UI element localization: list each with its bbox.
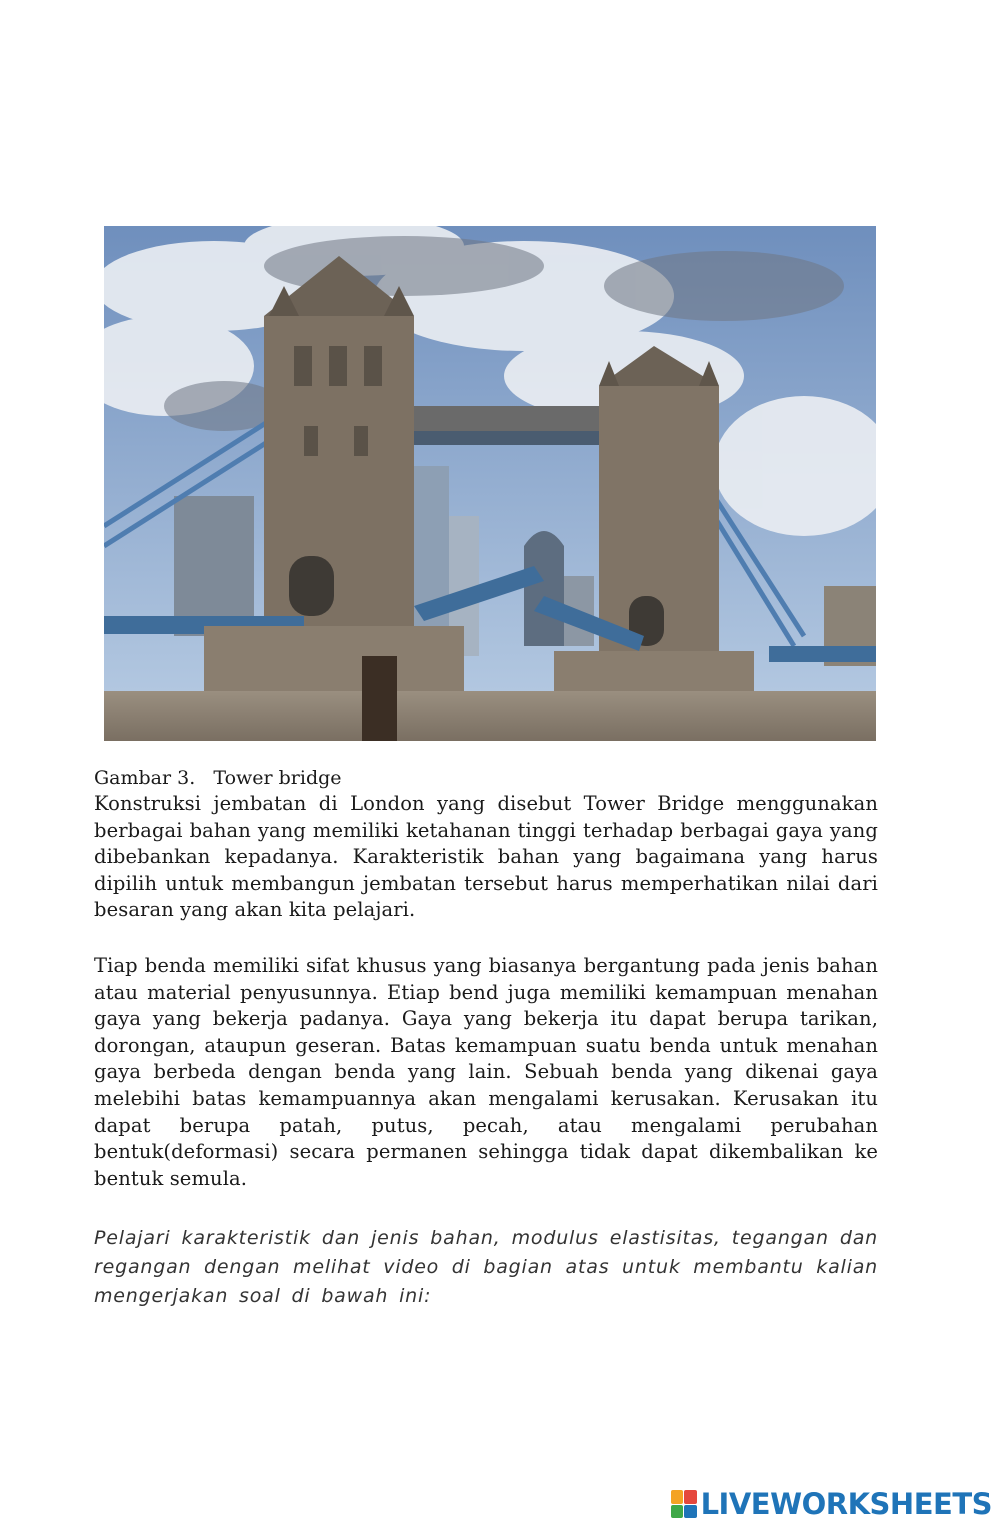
liveworksheets-logo-icon — [671, 1490, 697, 1518]
figure-caption: Gambar 3. Tower bridge — [94, 767, 342, 789]
body-paragraph: Tiap benda memiliki sifat khusus yang biasanya bergantung pada jenis bahan atau material penyusunnya. Etiap bend juga memiliki kemampuan menahan gaya yang bekerja padanya. Gaya yang bekerja itu dapat berupa tarikan, dorongan, ataupun geseran. Batas kemampuan suatu benda untuk menahan gaya berbeda dengan benda yang lain. Sebuah benda yang dikenai gaya melebihi batas kemampuannya akan mengalami kerusakan. Kerusakan itu dapat berupa patah, putus, pecah, atau mengalami perubahan bentuk(deformasi) secara permanen sehingga tidak dapat dikembalikan ke bentuk semula. — [94, 954, 878, 1190]
intro-paragraph: Konstruksi jembatan di London yang disebut Tower Bridge menggunakan berbagai bahan yang memiliki ketahanan tinggi terhadap berbagai gaya yang dibebankan kepadanya. Karakteristik bahan yang bagaimana yang harus dipilih untuk membangun jembatan tersebut harus memperhatikan nilai dari besaran yang akan kita pelajari. — [94, 792, 878, 922]
instruction-text: Pelajari karakteristik dan jenis bahan, modulus elastisitas, tegangan dan regangan dengan melihat video di bagian atas untuk membantu kalian mengerjakan soal di bawah ini: — [94, 1227, 878, 1307]
liveworksheets-branding[interactable] — [671, 1487, 992, 1521]
liveworksheets-logo-text: LIVEWORKSHEETS — [700, 1487, 992, 1521]
tower-bridge-photo — [104, 226, 876, 741]
